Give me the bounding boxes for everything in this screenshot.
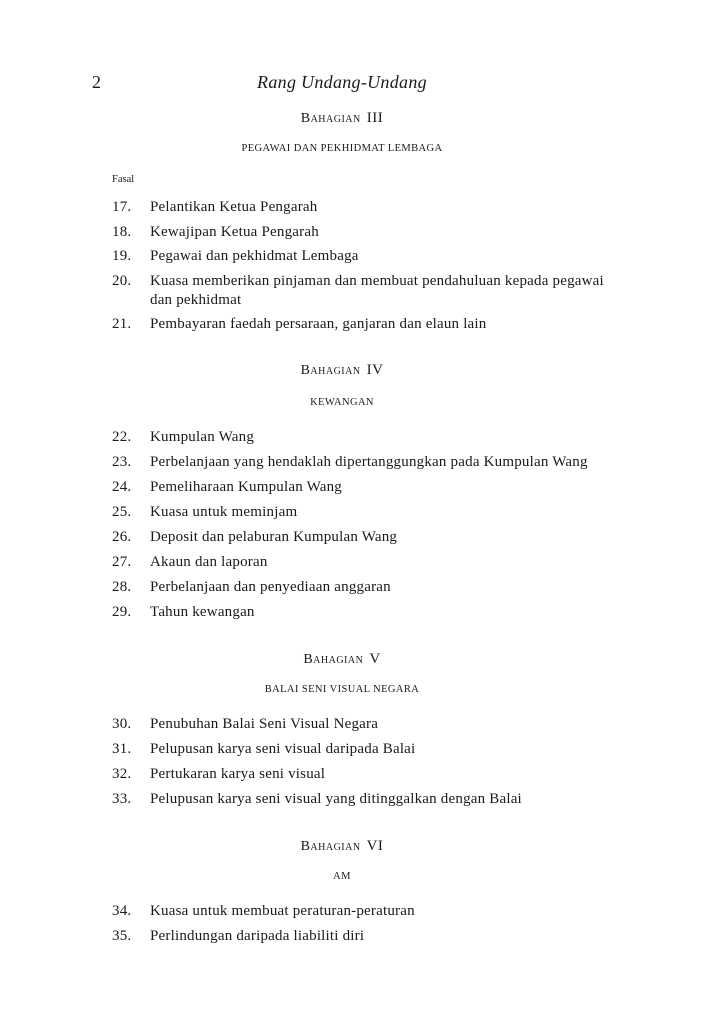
section-number: 32. <box>112 766 132 782</box>
section-row <box>112 315 612 334</box>
section-row <box>112 528 612 547</box>
section-number: 19. <box>112 248 132 264</box>
section-title: Kuasa memberikan pinjaman dan membuat pendahuluan kepada pegawai dan pekhidmat <box>150 273 604 308</box>
part-heading-iii <box>0 110 684 127</box>
section-number: 24. <box>112 479 132 495</box>
section-number: 28. <box>112 579 132 595</box>
section-number: 27. <box>112 554 132 570</box>
section-row <box>112 715 612 734</box>
part-heading-word: Bahagian <box>300 111 361 126</box>
section-row <box>112 478 612 497</box>
part-heading-number: VI <box>366 838 384 854</box>
section-title: Pelupusan karya seni visual daripada Balai <box>150 741 416 757</box>
section-title: Deposit dan pelaburan Kumpulan Wang <box>150 529 398 545</box>
section-row <box>112 740 612 759</box>
section-title: Pelupusan karya seni visual yang ditinggalkan dengan Balai <box>150 791 522 807</box>
section-title: Kuasa untuk membuat peraturan-peraturan <box>150 903 415 919</box>
section-number: 34. <box>112 903 132 919</box>
part-heading-iv <box>0 362 684 379</box>
part-heading-number: III <box>366 110 384 126</box>
fasal-label: Fasal <box>112 174 135 185</box>
part-heading-word: Bahagian <box>300 363 361 378</box>
section-title: Penubuhan Balai Seni Visual Negara <box>150 716 379 732</box>
section-number: 18. <box>112 224 132 240</box>
section-row <box>112 503 612 522</box>
section-row <box>112 765 612 784</box>
section-row <box>112 453 612 472</box>
section-row <box>112 223 612 242</box>
section-title: Perbelanjaan dan penyediaan anggaran <box>150 579 391 595</box>
section-number: 33. <box>112 791 132 807</box>
section-title: Pertukaran karya seni visual <box>150 766 326 782</box>
part-title-iv: KEWANGAN <box>310 397 374 408</box>
section-row <box>112 790 612 809</box>
section-title: Kewajipan Ketua Pengarah <box>150 224 319 240</box>
section-title: Pemeliharaan Kumpulan Wang <box>150 479 342 495</box>
section-row <box>112 428 612 447</box>
section-row <box>112 927 612 946</box>
section-row <box>112 902 612 921</box>
part-heading-number: IV <box>366 362 384 378</box>
part-heading-word: Bahagian <box>300 839 361 854</box>
section-title: Pembayaran faedah persaraan, ganjaran dan elaun lain <box>150 316 487 332</box>
section-title: Pegawai dan pekhidmat Lembaga <box>150 248 359 264</box>
section-number: 26. <box>112 529 132 545</box>
part-heading-v <box>0 651 684 668</box>
section-row <box>112 247 612 266</box>
section-row <box>112 553 612 572</box>
section-row <box>112 198 612 217</box>
section-title: Tahun kewangan <box>150 604 255 620</box>
section-title: Akaun dan laporan <box>150 554 268 570</box>
section-title: Kuasa untuk meminjam <box>150 504 298 520</box>
part-title-iii: PEGAWAI DAN PEKHIDMAT LEMBAGA <box>241 143 443 154</box>
section-title: Perlindungan daripada liabiliti diri <box>150 928 365 944</box>
section-number: 35. <box>112 928 132 944</box>
section-title: Pelantikan Ketua Pengarah <box>150 199 318 215</box>
section-row <box>112 603 612 622</box>
section-row <box>112 272 612 310</box>
section-title: Kumpulan Wang <box>150 429 255 445</box>
part-heading-number: V <box>369 651 381 667</box>
section-number: 31. <box>112 741 132 757</box>
section-number: 30. <box>112 716 132 732</box>
section-number: 29. <box>112 604 132 620</box>
part-title-vi: AM <box>333 871 351 882</box>
section-number: 17. <box>112 199 132 215</box>
page-number: 2 <box>92 72 101 92</box>
section-title: Perbelanjaan yang hendaklah dipertanggungkan pada Kumpulan Wang <box>150 454 588 470</box>
section-number: 21. <box>112 316 132 332</box>
section-number: 22. <box>112 429 132 445</box>
section-number: 20. <box>112 273 132 289</box>
section-number: 25. <box>112 504 132 520</box>
part-heading-word: Bahagian <box>303 652 364 667</box>
running-title: Rang Undang-Undang <box>257 72 427 92</box>
part-title-v: BALAI SENI VISUAL NEGARA <box>264 684 420 695</box>
part-heading-vi <box>0 838 684 855</box>
section-row <box>112 578 612 597</box>
section-number: 23. <box>112 454 132 470</box>
